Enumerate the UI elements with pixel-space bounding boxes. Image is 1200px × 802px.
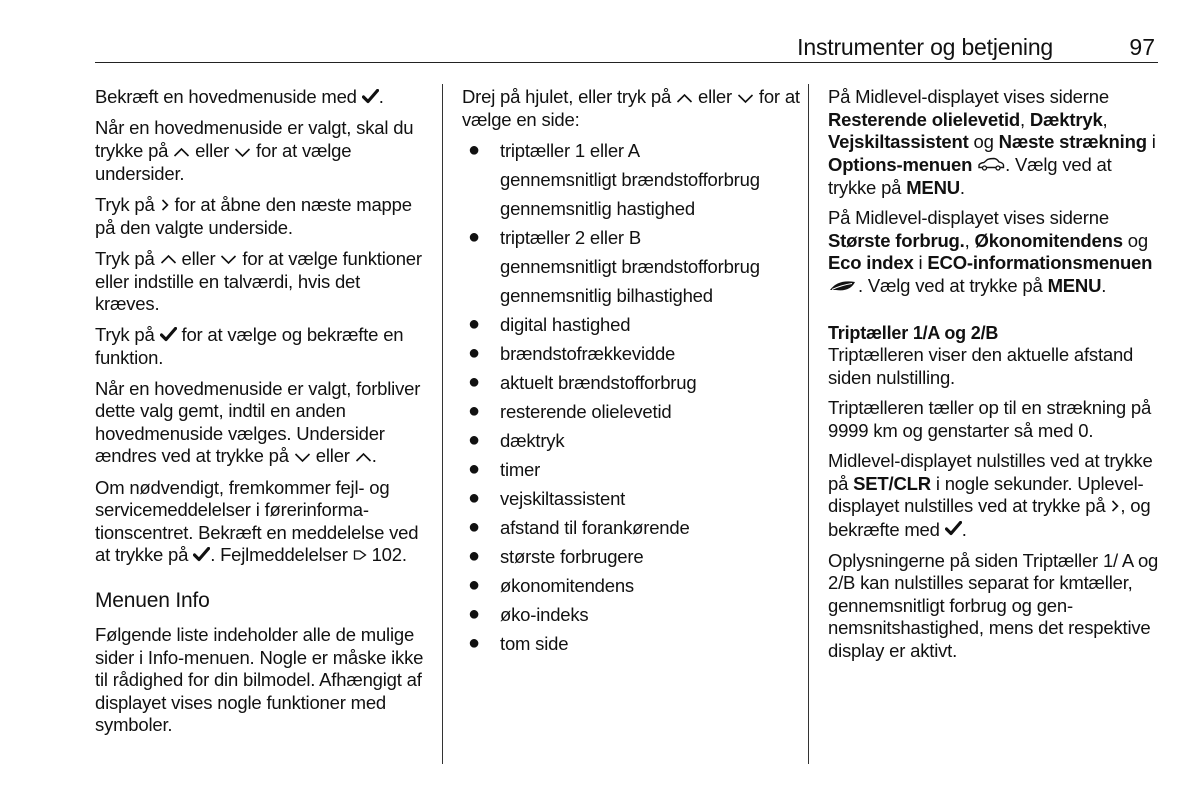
checkmark-icon (945, 519, 962, 542)
paragraph: På Midlevel-displayet vises siderne Resterende olielevetid, Dæktryk, Vejskiltassistent og Næste strækning i Options-menuen . Vælg ved at trykke på MENU. (828, 86, 1156, 198)
column-1 (95, 86, 427, 745)
paragraph: Triptælleren tæller op til en strækning på 9999 km og genstarter så med 0. (828, 397, 1152, 441)
bullet: ● (468, 544, 480, 567)
chevron-up-icon (355, 446, 372, 469)
paragraph: Følgende liste indeholder alle de mulige sider i Info-menuen. Nogle er måske ikke til rådighed for din bilmodel. Afhængigt af displayet vises nogle funktioner med symboler. (95, 624, 424, 736)
chevron-up-icon (160, 248, 177, 271)
bullet: ● (468, 573, 480, 596)
page-header (95, 28, 1158, 63)
bullet: ● (468, 457, 480, 480)
paragraph: Tryk på eller for at vælge funktioner eller indstille en talværdi, hvis det kræves. (95, 247, 422, 315)
list-item: ● tom side (462, 629, 802, 658)
bullet: ● (468, 602, 480, 625)
list-item: ● øko-indeks (462, 600, 802, 629)
bullet: ● (468, 428, 480, 451)
bullet: ● (468, 515, 480, 538)
cross-reference-page[interactable]: 102. (371, 544, 407, 566)
list-item: ● økonomitendens (462, 571, 802, 600)
bullet: ● (468, 486, 480, 509)
bullet: ● (468, 138, 480, 161)
section-heading: Menuen Info (95, 588, 210, 612)
bullet: ● (468, 225, 480, 248)
list-item: ● aktuelt brændstofforbrug (462, 368, 802, 397)
car-icon (977, 154, 1005, 177)
eco-leaf-icon (828, 276, 858, 299)
bullet: ● (468, 312, 480, 335)
paragraph: Om nødvendigt, fremkommer fejl- og servicemeddelelser i førerinformationscentret. Bekræft en meddelelse ved at trykke på . Fejlmeddelelser 102. (95, 477, 427, 568)
paragraph: Bekræft en hovedmenuside med . (95, 86, 427, 109)
paragraph: Drej på hjulet, eller tryk på eller for at vælge en side: (462, 86, 800, 131)
header-title: Instrumenter og betjening (797, 34, 1053, 60)
checkmark-icon (362, 87, 379, 110)
column-2 (462, 86, 802, 658)
cross-reference-arrow-icon[interactable] (353, 545, 367, 568)
chevron-down-icon (234, 141, 251, 164)
checkmark-icon (160, 325, 177, 348)
bullet: ● (468, 341, 480, 364)
paragraph: På Midlevel-displayet vises siderne Største forbrug., Økonomitendens og Eco index i ECO-informationsmenuen . Vælg ved at trykke på MENU. (828, 207, 1163, 298)
list-item: ● triptæller 2 eller B gennemsnitligt brændstofforbrug gennemsnitlig bilhastighed (462, 223, 802, 310)
list-item: ● brændstofrækkevidde (462, 339, 802, 368)
chevron-down-icon (737, 87, 754, 110)
paragraph: Midlevel-displayet nulstilles ved at trykke på SET/CLR i nogle sekunder. Uplevel-displayet nulstilles ved at trykke på , og bekræfte med . (828, 450, 1163, 542)
bullet: ● (468, 370, 480, 393)
list-item: ● digital hastighed (462, 310, 802, 339)
column-divider-2 (808, 84, 809, 764)
chevron-right-icon (160, 195, 170, 218)
list-item: ● største forbrugere (462, 542, 802, 571)
list-item: ● dæktryk (462, 426, 802, 455)
checkmark-icon (193, 545, 210, 568)
chevron-down-icon (220, 248, 237, 271)
chevron-up-icon (676, 87, 693, 110)
column-3 (828, 86, 1163, 670)
paragraph: Tryk på for at vælge og bekræfte en funktion. (95, 323, 404, 369)
chevron-up-icon (173, 141, 190, 164)
list-item: ● triptæller 1 eller A gennemsnitligt brændstofforbrug gennemsnitlig hastighed (462, 136, 802, 223)
page-number: 97 (1129, 34, 1155, 60)
paragraph: Triptælleren viser den aktuelle afstand siden nulstilling. (828, 344, 1134, 388)
chevron-right-icon (1110, 496, 1120, 519)
paragraph: Når en hovedmenuside er valgt, forbliver dette valg gemt, indtil en anden hovedmenuside vælges. Undersider ændres ved at trykke på eller . (95, 378, 427, 469)
paragraph: Oplysningerne på siden Triptæller 1/ A og 2/B kan nulstilles separat for kmtæller, gennemsnitligt forbrug og gennemsnitshastighed, mens det respektive display er aktivt. (828, 549, 1159, 661)
list-item: ● vejskiltassistent (462, 484, 802, 513)
column-divider-1 (442, 84, 443, 764)
list-item: ● timer (462, 455, 802, 484)
list-item: ● afstand til forankørende (462, 513, 802, 542)
subsection-heading: Triptæller 1/A og 2/B (828, 323, 999, 344)
paragraph: Når en hovedmenuside er valgt, skal du trykke på eller for at vælge undersider. (95, 117, 414, 185)
info-page-list (462, 136, 802, 658)
paragraph: Tryk på for at åbne den næste mappe på den valgte underside. (95, 193, 412, 239)
bullet: ● (468, 399, 480, 422)
list-item: ● resterende olielevetid (462, 397, 802, 426)
bullet: ● (468, 631, 480, 654)
chevron-down-icon (294, 446, 311, 469)
